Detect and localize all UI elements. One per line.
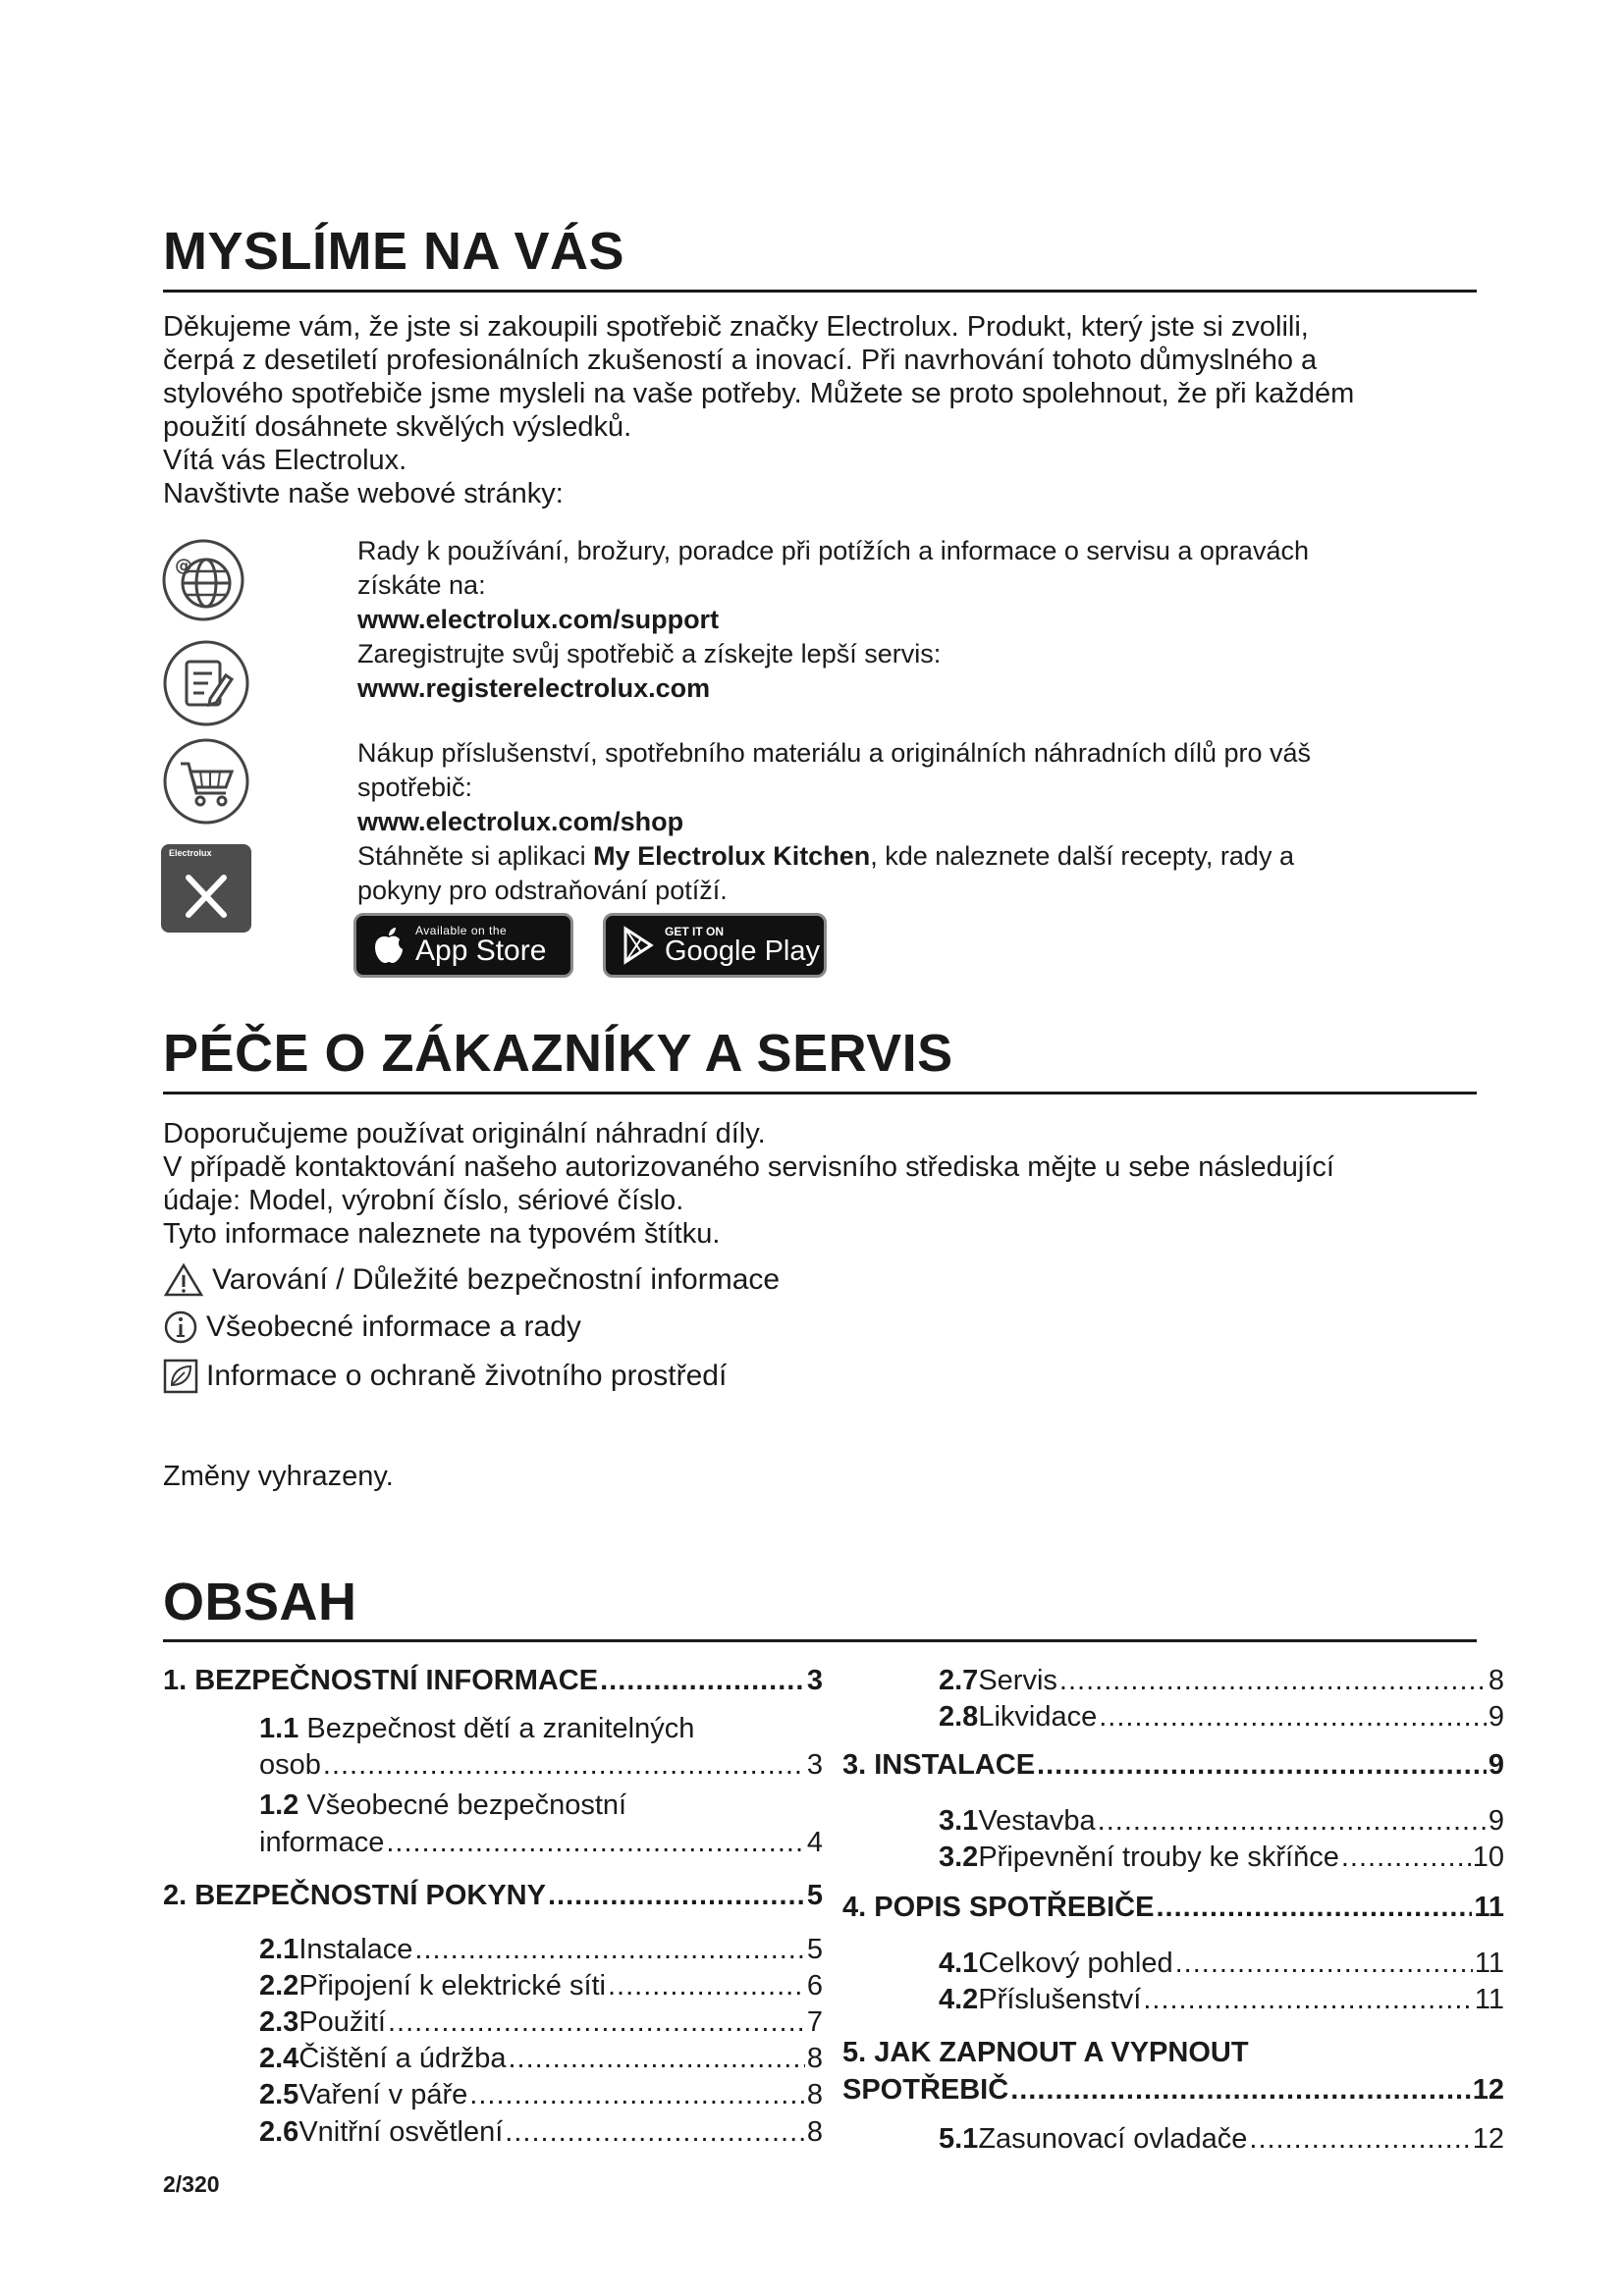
toc-title: OBSAH: [163, 1573, 357, 1631]
shop-info: Nákup příslušenství, spotřebního materiálu a originálních náhradních dílů pro váš spotřebič: www.electrolux.com/shop Stáhněte si aplikaci My Electrolux Kitchen, kde naleznete další recepty, rady a pokyny pro odstraňování potíží.: [357, 736, 1437, 908]
register-document-icon: [161, 638, 251, 728]
legend-info: Všeobecné informace a rady: [163, 1309, 581, 1345]
changes-reserved: Změny vyhrazeny.: [163, 1461, 394, 1492]
toc-item[interactable]: 2.3 Použití ..... 7: [259, 2005, 823, 2039]
toc-item[interactable]: 2.4 Čištění a údržba ..... 8: [259, 2042, 823, 2075]
toc-item-1-1[interactable]: osob ..... 3: [259, 1748, 823, 1782]
title-rule: [163, 1639, 1477, 1642]
toc-item[interactable]: 3.1 Vestavba ..... 9: [939, 1804, 1504, 1838]
service-paragraph: Doporučujeme používat originální náhradní díly. V případě kontaktování našeho autorizovaného servisního střediska mějte u sebe následující údaje: Model, výrobní číslo, sériové číslo. Tyto informace naleznete na typovém štítku.: [163, 1118, 1334, 1250]
section-title-thinking-of-you: MYSLÍME NA VÁS: [163, 222, 625, 281]
page-number: 2/320: [163, 2171, 220, 2197]
app-promo-line: Stáhněte si aplikaci My Electrolux Kitchen, kde naleznete další recepty, rady a: [357, 841, 1294, 871]
toc-chapter-5-line1[interactable]: 5. JAK ZAPNOUT A VYPNOUT: [842, 2037, 1249, 2068]
google-play-badge[interactable]: GET IT ON Google Play: [603, 913, 827, 978]
shop-url-link[interactable]: www.electrolux.com/shop: [357, 807, 684, 836]
toc-item[interactable]: 2.5 Vaření v páře ..... 8: [259, 2078, 823, 2111]
toc-item[interactable]: 4.2 Příslušenství ..... 11: [939, 1983, 1504, 2016]
intro-line: Navštivte naše webové stránky:: [163, 478, 564, 509]
register-url-link[interactable]: www.registerelectrolux.com: [357, 673, 711, 703]
svg-text:@: @: [175, 556, 192, 576]
toc-item[interactable]: 2.6 Vnitřní osvětlení ..... 8: [259, 2115, 823, 2149]
my-electrolux-kitchen-app-icon: [161, 844, 251, 933]
toc-item[interactable]: 3.2 Připevnění trouby ke skříňce ..... 10: [939, 1841, 1504, 1874]
intro-line: stylového spotřebiče jsme mysleli na vaše potřeby. Můžete se proto spolehnout, že při každém: [163, 378, 1355, 409]
globe-web-icon: [161, 538, 245, 622]
toc-chapter-5[interactable]: SPOTŘEBIČ ..... 12: [842, 2073, 1504, 2107]
app-store-badge[interactable]: Available on the App Store: [353, 913, 573, 978]
toc-item-1-1-line1[interactable]: 1.1 Bezpečnost dětí a zranitelných: [259, 1713, 695, 1744]
legend-environment: Informace o ochraně životního prostředí: [163, 1359, 727, 1394]
shopping-cart-icon: [161, 736, 251, 827]
toc-chapter-2[interactable]: 2. BEZPEČNOSTNÍ POKYNY ..... 5: [163, 1879, 823, 1912]
intro-paragraph: [163, 310, 1479, 510]
intro-line: Děkujeme vám, že jste si zakoupili spotřebič značky Electrolux. Produkt, který jste si zvolili,: [163, 311, 1309, 343]
toc-item[interactable]: 5.1 Zasunovací ovladače ..... 12: [939, 2122, 1504, 2156]
intro-line: čerpá z desetiletí profesionálních zkušeností a inovací. Při navrhování tohoto důmyslného a: [163, 345, 1318, 376]
title-rule: [163, 1092, 1477, 1095]
legend-warning: Varování / Důležité bezpečnostní informace: [163, 1262, 780, 1298]
toc-item-1-2[interactable]: informace ..... 4: [259, 1826, 823, 1859]
support-info: Rady k používání, brožury, poradce při potížích a informace o servisu a opravách získáte na: www.electrolux.com/support Zaregistrujte svůj spotřebič a získejte lepší servis: www.registerelectrolux.com: [357, 534, 1437, 706]
toc-item[interactable]: 2.1 Instalace ..... 5: [259, 1933, 823, 1966]
section-title-customer-care: PÉČE O ZÁKAZNÍKY A SERVIS: [163, 1024, 953, 1083]
apple-icon: [372, 926, 406, 965]
toc-chapter-3[interactable]: 3. INSTALACE ..... 9: [842, 1748, 1504, 1782]
toc-chapter-4[interactable]: 4. POPIS SPOTŘEBIČE ..... 11: [842, 1891, 1504, 1924]
toc-item[interactable]: 4.1 Celkový pohled ..... 11: [939, 1947, 1504, 1980]
toc-item[interactable]: 2.7 Servis ..... 8: [939, 1664, 1504, 1697]
toc-item[interactable]: 2.8 Likvidace ..... 9: [939, 1700, 1504, 1734]
support-url-link[interactable]: www.electrolux.com/support: [357, 605, 720, 634]
intro-line: Vítá vás Electrolux.: [163, 445, 407, 476]
google-play-icon: [622, 926, 655, 965]
info-circle-icon: [163, 1309, 198, 1345]
title-rule: [163, 290, 1477, 293]
toc-item-1-2-line1[interactable]: 1.2 Všeobecné bezpečnostní: [259, 1789, 627, 1821]
electrolux-logo-text: Electrolux: [169, 848, 212, 858]
environment-leaf-icon: [163, 1359, 198, 1394]
fork-knife-icon: [179, 868, 234, 923]
toc-item[interactable]: 2.2 Připojení k elektrické síti ..... 6: [259, 1969, 823, 2002]
toc-chapter-1[interactable]: 1. BEZPEČNOSTNÍ INFORMACE ..... 3: [163, 1664, 823, 1697]
intro-line: použití dosáhnete skvělých výsledků.: [163, 411, 632, 443]
warning-triangle-icon: [163, 1262, 204, 1298]
